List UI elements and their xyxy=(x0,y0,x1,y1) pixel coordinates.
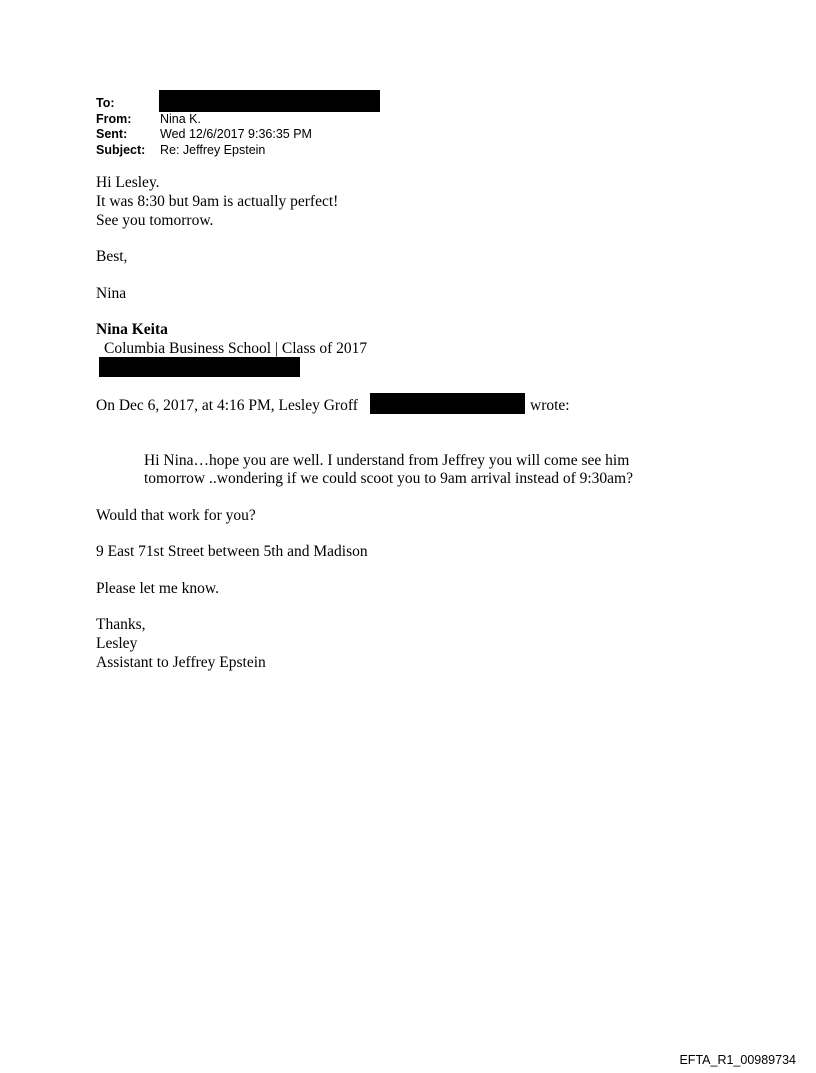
from-label: From: xyxy=(96,112,132,126)
quoted-address: 9 East 71st Street between 5th and Madison xyxy=(96,543,368,560)
reply-line: Hi Lesley. xyxy=(96,174,160,191)
redaction-signature xyxy=(99,357,300,377)
reply-closing: Best, xyxy=(96,248,128,265)
from-value: Nina K. xyxy=(160,112,201,126)
quoted-indented-line: tomorrow ..wondering if we could scoot you to 9am arrival instead of 9:30am? xyxy=(144,470,633,487)
subject-value: Re: Jeffrey Epstein xyxy=(160,143,266,157)
quoted-question: Would that work for you? xyxy=(96,507,256,524)
to-label: To: xyxy=(96,96,115,110)
subject-label: Subject: xyxy=(96,143,146,157)
quoted-request: Please let me know. xyxy=(96,580,219,597)
quote-header-prefix: On Dec 6, 2017, at 4:16 PM, Lesley Groff xyxy=(96,397,358,414)
quoted-sign-off-line: Thanks, xyxy=(96,616,146,633)
reply-line: It was 8:30 but 9am is actually perfect! xyxy=(96,193,339,210)
quoted-sign-off-line: Assistant to Jeffrey Epstein xyxy=(96,654,266,671)
redaction-to xyxy=(159,90,380,112)
quote-header-suffix: wrote: xyxy=(530,397,570,414)
sent-value: Wed 12/6/2017 9:36:35 PM xyxy=(160,127,312,141)
redaction-sender-email xyxy=(370,393,525,414)
quoted-indented-line: Hi Nina…hope you are well. I understand from Jeffrey you will come see him xyxy=(144,452,630,469)
signature-school: Columbia Business School | Class of 2017 xyxy=(104,340,368,357)
reply-name: Nina xyxy=(96,285,127,302)
reply-line: See you tomorrow. xyxy=(96,212,214,229)
quoted-sign-off-line: Lesley xyxy=(96,635,138,652)
signature-name: Nina Keita xyxy=(96,321,168,338)
sent-label: Sent: xyxy=(96,127,128,141)
document-id: EFTA_R1_00989734 xyxy=(679,1053,796,1067)
